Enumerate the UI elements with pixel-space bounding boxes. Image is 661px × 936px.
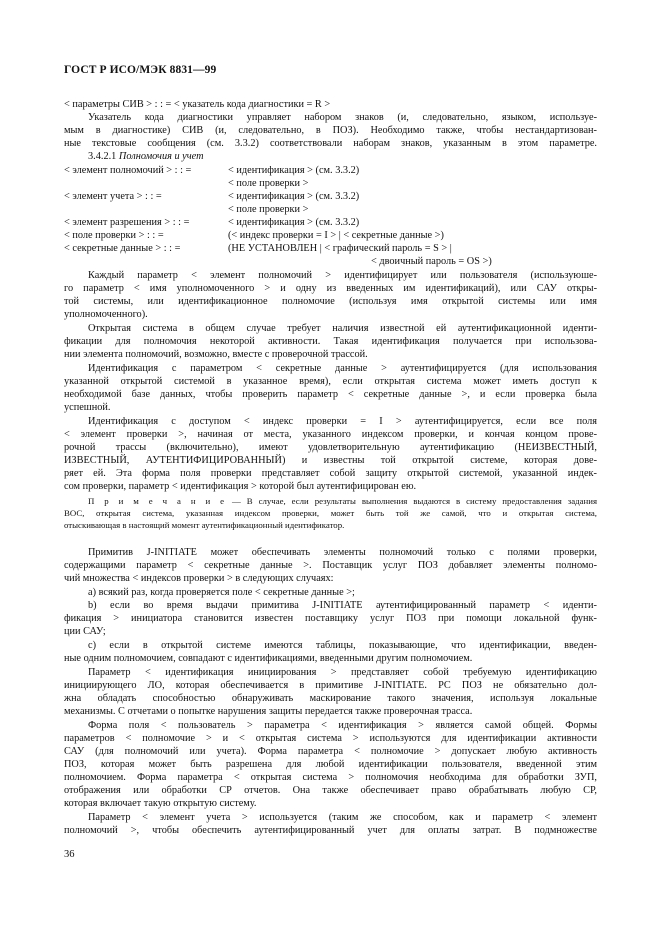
list-item: с) если в открытой системе имеются таблицы, показывающие, что идентификации, введен- (88, 640, 597, 651)
text-line: жна обладать способностью обнаруживать маскирование такого значения, используя локальные (64, 693, 597, 704)
grammar-lhs: < элемент учета > : : = (64, 191, 162, 202)
text-line: < параметры СИВ > : : = < указатель кода диагностики = R > (64, 99, 331, 110)
text-line: той системы, или идентификационное полномочие (используя имя открытой системы или имя (64, 296, 597, 307)
text-line: Идентификация с параметром < секретные данные > аутентифицируется (для использования (88, 363, 597, 374)
text-line: мым в диагностике) СИВ (и, следовательно, в ПОЗ). Необходимо также, чтобы нестандартизован- (64, 125, 597, 136)
text-line: Открытая система в общем случае требует наличия известной ей аутентификационной иденти- (88, 323, 597, 334)
text-line: инициирующего ЛО, которая обеспечивается в примитиве J-INITIATE. РС ПОЗ не обязательно дол- (64, 680, 597, 691)
note-line: ВОС, открытая система, указанная индексом проверки, может быть той же самой, что и открытая система, (64, 508, 597, 518)
grammar-rhs: < поле проверки > (228, 204, 309, 215)
text-line: фикации для полномочия некоторой активности. Такая идентификация получается при использова- (64, 336, 597, 347)
text-line: ИЗВЕСТНЫЙ, АУТЕНТИФИЦИРОВАННЫЙ) и известны той открытой системе, которая дове- (64, 455, 597, 466)
grammar-lhs: < поле проверки > : : = (64, 230, 164, 241)
text-line: ные текстовые сообщения (см. 3.3.2) соответствовали наборам знаков, указанным в этом параметре. (64, 138, 597, 149)
text-line: САУ (для полномочий или учета). Форма параметра < полномочие > допускает любую активность (64, 746, 597, 757)
section-number: 3.4.2.1 (88, 151, 117, 162)
note-label: П р и м е ч а н и е (88, 496, 227, 506)
text-line: уполномоченного). (64, 309, 148, 320)
text-line: которая включает такую открытую систему. (64, 798, 257, 809)
note-line: отыскивающая в настоящий момент аутентификационный идентификатор. (64, 520, 345, 530)
text-line: ПОЗ, которая может быть разрешена для любой идентификации пользователя, введенной этим (64, 759, 597, 770)
text-line: фикация > инициатора становится известен поставщику услуг ПОЗ при помощи локальной функ- (64, 613, 597, 624)
document-header: ГОСТ Р ИСО/МЭК 8831—99 (64, 64, 217, 76)
grammar-rhs: (< индекс проверки = I > | < секретные данные >) (228, 230, 444, 241)
list-item: b) если во время выдачи примитива J-INITIATE аутентифицированный параметр < иденти- (88, 600, 597, 611)
grammar-rhs: < идентификация > (см. 3.3.2) (228, 165, 360, 176)
text-line: Идентификация с доступом < индекс проверки = I > аутентифицируется, если все поля (88, 416, 597, 427)
grammar-rhs: (НЕ УСТАНОВЛЕН | < графический пароль = S > | (228, 243, 452, 254)
text-line: < элемент проверки >, начиная от места, указанного индексом проверки, и кончая концом прове- (64, 429, 597, 440)
text-line: Форма поля < пользователь > параметра < идентификация > является самой общей. Формы (88, 720, 597, 731)
text-line: полномочий >, чтобы обеспечить аутентифицированный учет для оплаты затрат. В подмножестве (64, 825, 597, 836)
text-line: параметров < полномочие > и < открытая система > используются для идентификации активности (64, 733, 597, 744)
text-line: ряет ей. Эта форма поля проверки представляет собой защиту открытой системой, указанной индек- (64, 468, 597, 479)
grammar-rhs: < двоичный пароль = OS >) (371, 256, 492, 267)
text-line: содержащими параметр < секретные данные >. Поставщик услуг ПОЗ добавляет элементы полномо- (64, 560, 597, 571)
text-line: Указатель кода диагностики управляет набором знаков (и, следовательно, языком, используе- (88, 112, 597, 123)
text-line: Параметр < элемент учета > используется (таким же способом, как и параметр < элемент (88, 812, 597, 823)
text-line: го параметр < имя уполномоченного > и одну из введенных им идентификаций), или САУ откры- (64, 283, 597, 294)
text-line: полномочием. Форма параметра < открытая система > полномочия необходима для обработки ЗУП, (64, 772, 597, 783)
list-item: a) всякий раз, когда проверяется поле < секретные данные >; (88, 587, 355, 598)
note-line (88, 496, 597, 508)
section-heading (88, 150, 204, 163)
text-line: механизмы. С отчетами о попытке нарушения защиты передается также проверочная трасса. (64, 706, 473, 717)
grammar-lhs: < секретные данные > : : = (64, 243, 181, 254)
text-line: рочной трассы (включительно), имеют удовлетворительную аутентификацию (НЕИЗВЕСТНЫЙ, (64, 442, 597, 453)
grammar-lhs: < элемент полномочий > : : = (64, 165, 192, 176)
text-line: Каждый параметр < элемент полномочий > идентифицирует или пользователя (используюше- (88, 270, 597, 281)
text-line: нии элемента полномочий, возможно, вместе с проверочной трассой. (64, 349, 368, 360)
text-line: успешной. (64, 402, 111, 413)
section-title: Полномочия и учет (118, 151, 204, 162)
text-line: ции САУ; (64, 626, 106, 637)
grammar-rhs: < поле проверки > (228, 178, 309, 189)
text-line: Параметр < идентификация инициирования > представляет собой требуемую идентификацию (88, 667, 597, 678)
note-text: — В случае, если результаты выполнения выдаются в систему предоставления задания (226, 496, 597, 506)
page-number: 36 (64, 849, 75, 860)
grammar-lhs: < элемент разрешения > : : = (64, 217, 190, 228)
text-line: ные одним полномочием, совпадают с идентификациями, введенными другим полномочием. (64, 653, 473, 664)
text-line: указанной открытой системой в указанное время), если открытая система может иметь доступ к (64, 376, 597, 387)
text-line: отображения или обработки СР отчетов. Она также обеспечивает право обрабатывать любую СР, (64, 785, 597, 796)
text-line: чий множества < индексов проверки > в следующих случаях: (64, 573, 334, 584)
text-line: Примитив J-INITIATE может обеспечивать элементы полномочий только с полями проверки, (88, 547, 597, 558)
grammar-rhs: < идентификация > (см. 3.3.2) (228, 217, 360, 228)
grammar-rhs: < идентификация > (см. 3.3.2) (228, 191, 360, 202)
text-line: сом проверки, параметр < идентификация > которой был аутентифицирован ею. (64, 481, 417, 492)
text-line: необходимой базе данных, чтобы проверить параметр < секретные данные >, и если проверка была (64, 389, 597, 400)
